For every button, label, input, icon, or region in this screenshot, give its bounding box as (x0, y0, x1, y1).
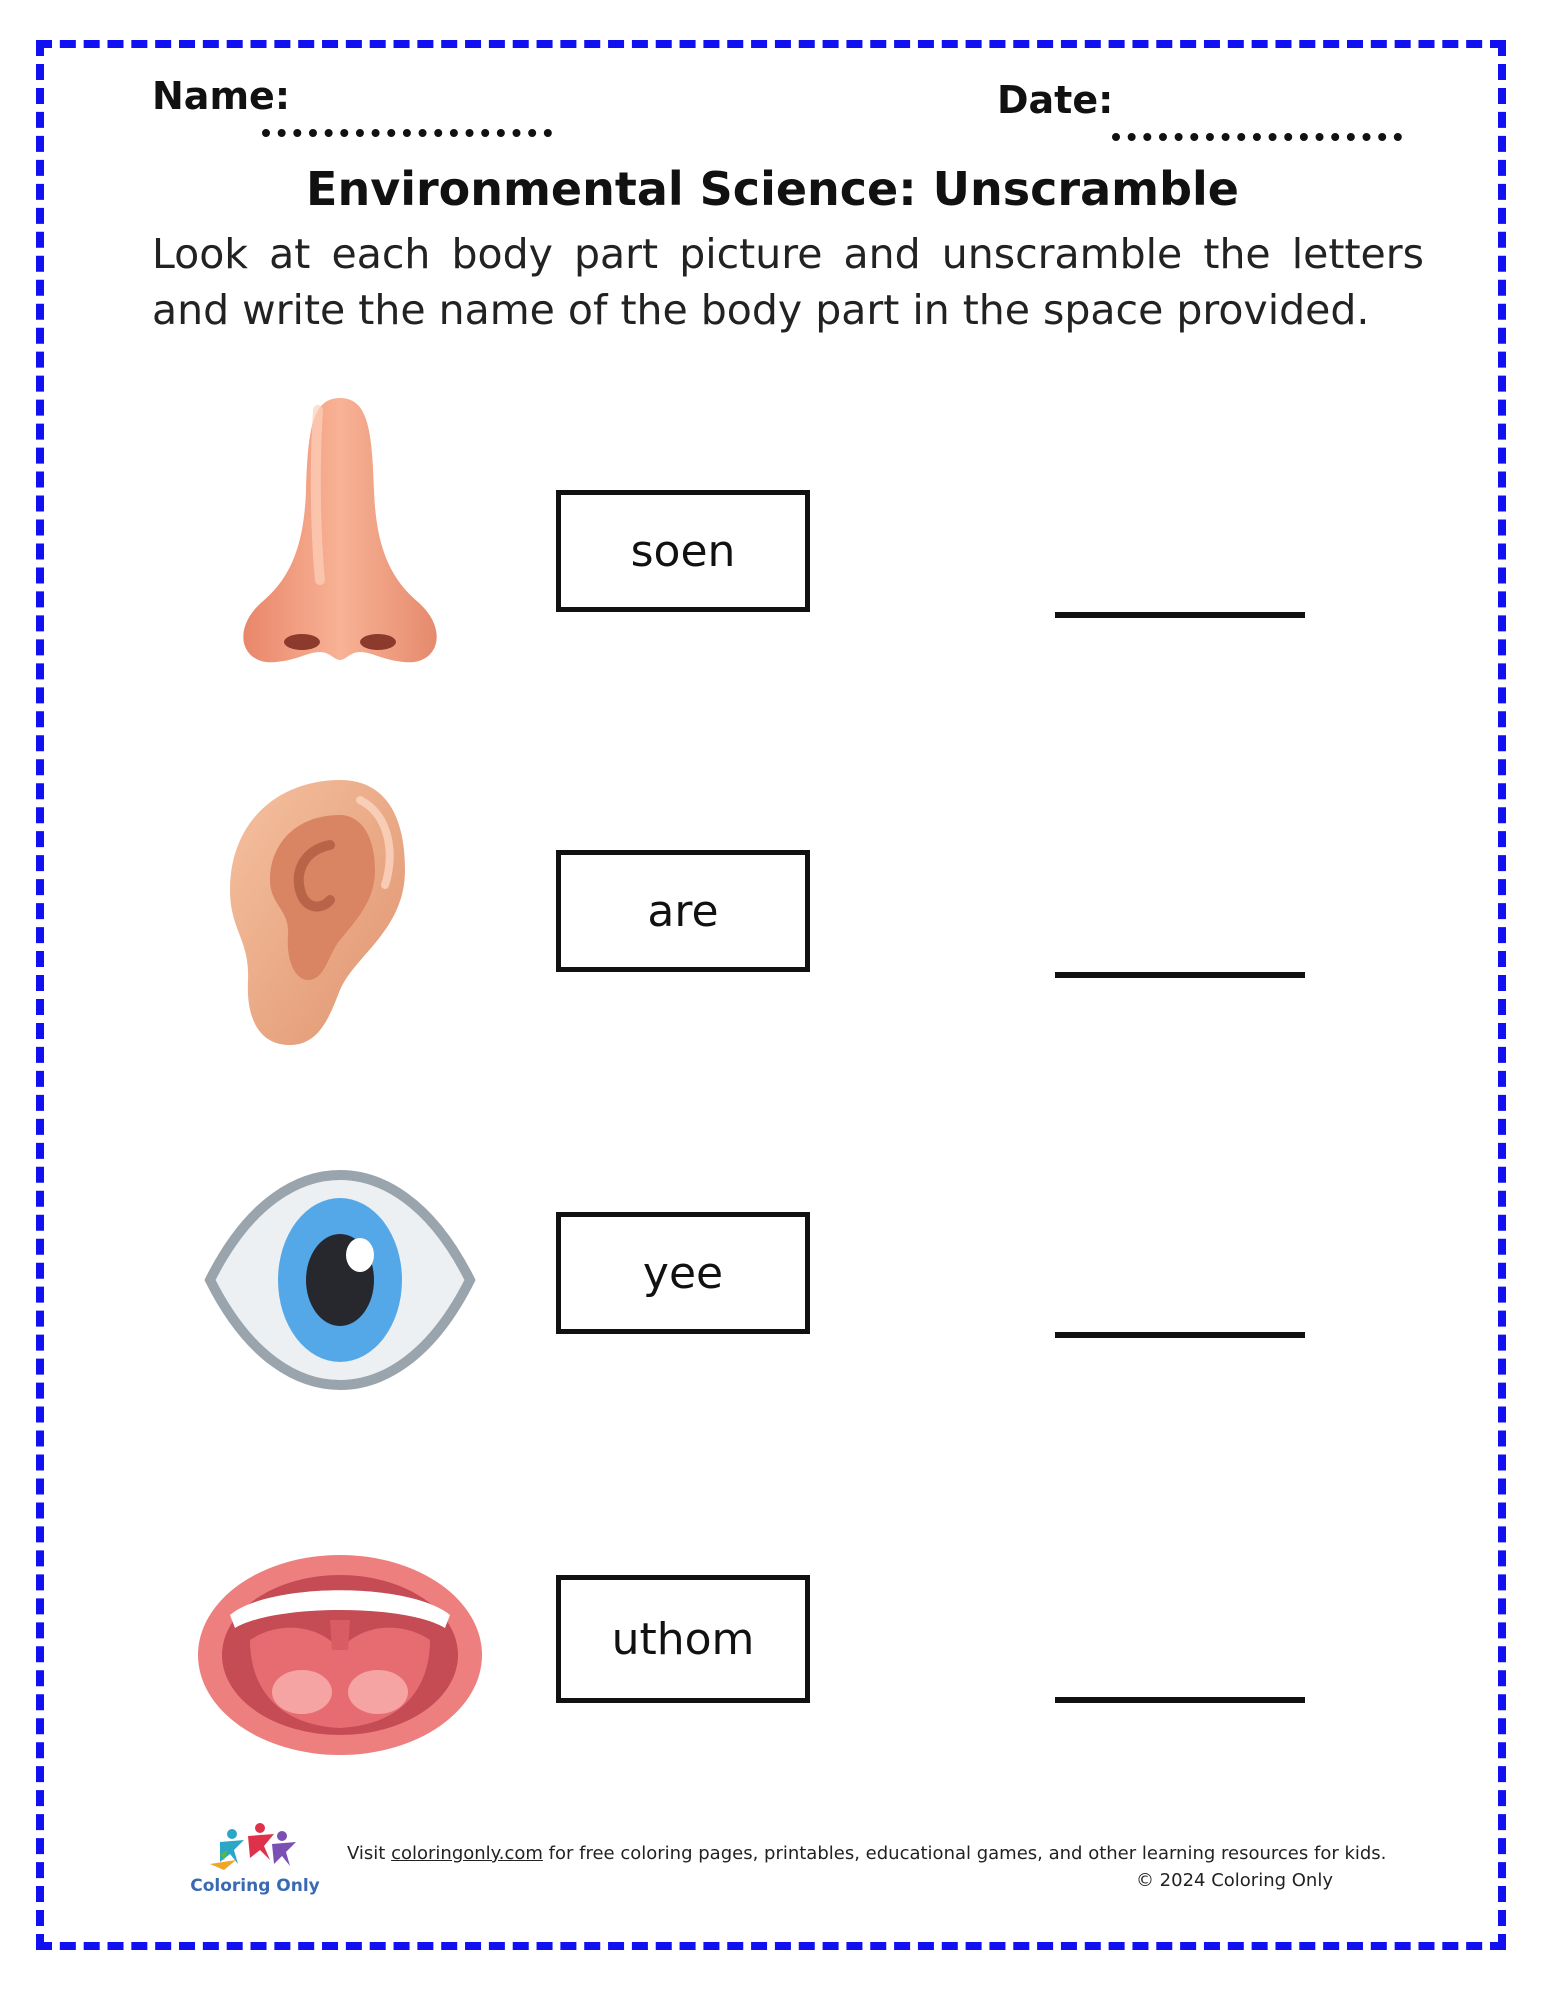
worksheet-title: Environmental Science: Unscramble (306, 162, 1239, 216)
coloring-only-logo[interactable] (190, 1820, 320, 1900)
footer-visit-text (347, 1843, 1386, 1864)
eye-icon (190, 1130, 490, 1430)
scrambled-word-box (556, 490, 810, 612)
scrambled-word: are (647, 885, 719, 937)
name-label: Name: (152, 74, 291, 118)
exercise-row-ear (0, 760, 1545, 1060)
ear-icon (190, 760, 490, 1060)
date-label: Date: (997, 78, 1114, 122)
answer-line[interactable] (1055, 1697, 1305, 1703)
scrambled-word: yee (642, 1247, 724, 1299)
name-write-line[interactable] (262, 129, 552, 137)
scrambled-word: soen (630, 525, 736, 577)
scrambled-word-box (556, 850, 810, 972)
scrambled-word-box (556, 1212, 810, 1334)
exercise-row-eye (0, 1130, 1545, 1430)
answer-line[interactable] (1055, 972, 1305, 978)
answer-line[interactable] (1055, 612, 1305, 618)
footer-copyright: © 2024 Coloring Only (1135, 1870, 1333, 1891)
logo-figures-icon (190, 1820, 320, 1876)
nose-icon (190, 390, 490, 690)
scrambled-word-box (556, 1575, 810, 1703)
date-write-line[interactable] (1112, 133, 1402, 141)
answer-line[interactable] (1055, 1332, 1305, 1338)
instructions: Look at each body part picture and unscramble the letters and write the name of the body part in the space provided. (152, 230, 1424, 334)
scrambled-word: uthom (611, 1613, 755, 1665)
exercise-row-mouth (0, 1500, 1545, 1800)
logo-text: Coloring Only (190, 1876, 320, 1896)
footer-visit-suffix: for free coloring pages, printables, educational games, and other learning resources for kids. (548, 1843, 1387, 1864)
exercise-row-nose (0, 390, 1545, 690)
mouth-icon (190, 1500, 490, 1800)
coloringonly-link[interactable]: coloringonly.com (391, 1843, 543, 1864)
footer-visit-prefix: Visit (347, 1843, 386, 1864)
